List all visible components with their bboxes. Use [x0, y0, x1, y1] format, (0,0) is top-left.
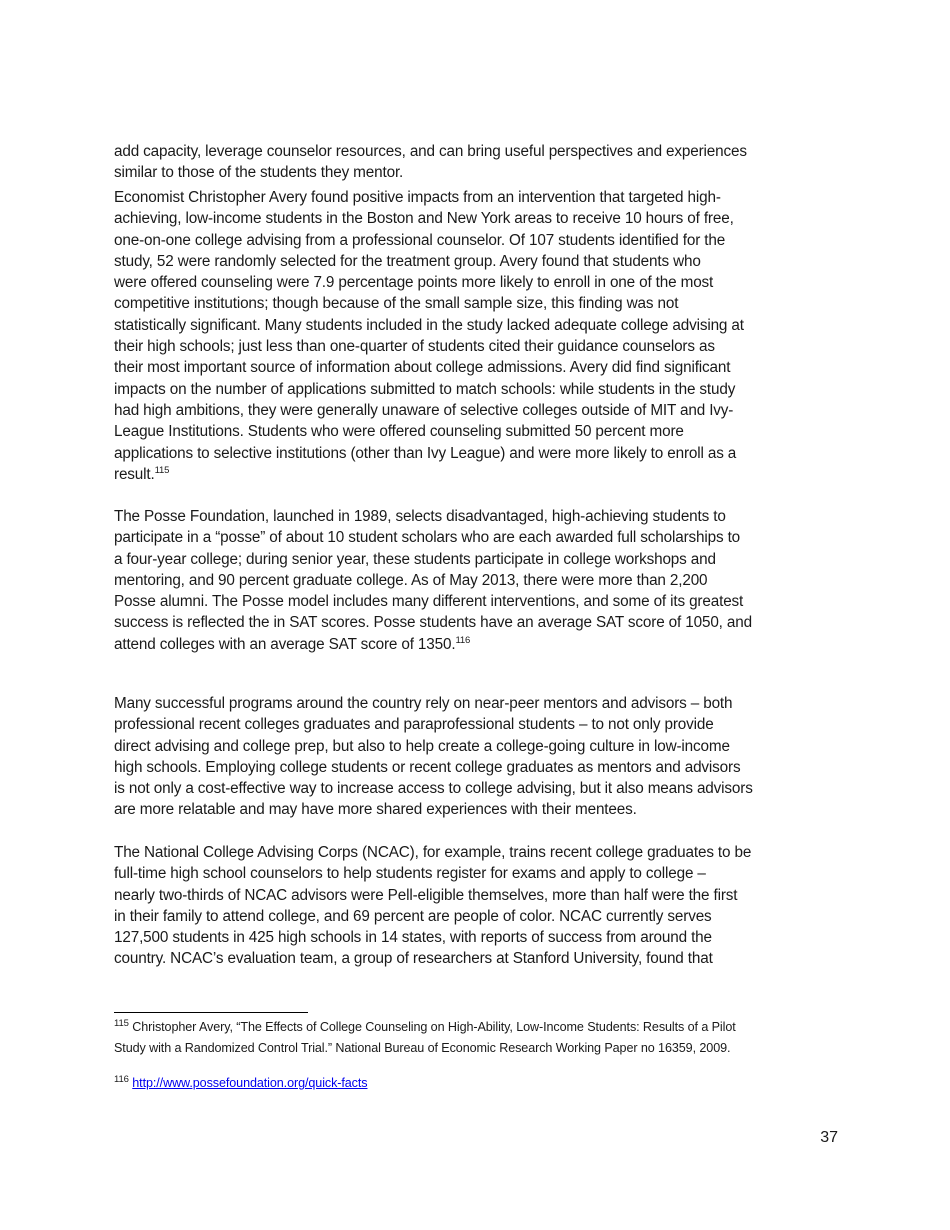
footnote-reference: 115: [154, 464, 170, 476]
footnote-text-line: Study with a Randomized Control Trial.” National Bureau of Economic Research Working Paper no 16359, 2009.: [114, 1041, 731, 1055]
paragraph-line: [114, 549, 752, 570]
line-text: Many successful programs around the country rely on near-peer mentors and advisors – both: [114, 695, 733, 712]
line-text: success is reflected the in SAT scores. Posse students have an average SAT score of 1050, and: [114, 614, 752, 632]
paragraph-line: [114, 357, 744, 378]
paragraph-line: [114, 612, 752, 633]
footnote-116: [114, 1073, 367, 1094]
line-text: participate in a “posse” of about 10 student scholars who are each awarded full scholarships to: [114, 529, 741, 547]
footnote-link[interactable]: http://www.possefoundation.org/quick-facts: [132, 1076, 368, 1090]
paragraph-line: [114, 272, 744, 293]
paragraph-line: [114, 230, 744, 251]
paragraph-line: [114, 906, 751, 927]
paragraph-line: [114, 778, 753, 799]
line-text: Posse alumni. The Posse model includes many different interventions, and some of its greatest: [114, 593, 744, 611]
line-text: a four-year college; during senior year, these students participate in college workshops and: [114, 550, 716, 568]
paragraph-line: [114, 885, 751, 906]
paragraph-line: [114, 315, 744, 336]
paragraph-line: [114, 570, 752, 591]
line-text: full-time high school counselors to help students register for exams and apply to college –: [114, 865, 706, 883]
paragraph-line: [114, 421, 744, 442]
line-text: 127,500 students in 425 high schools in 14 states, with reports of success from around the: [114, 929, 712, 947]
line-text: direct advising and college prep, but also to help create a college-going culture in low-income: [114, 737, 730, 755]
line-text: The National College Advising Corps (NCAC), for example, trains recent college graduates to be: [114, 844, 752, 861]
paragraph-line: [114, 336, 744, 357]
footnote-reference: 116: [455, 634, 471, 646]
paragraph-line: [114, 736, 753, 757]
line-text: competitive institutions; though because of the small sample size, this finding was not: [114, 295, 679, 313]
line-text: applications to selective institutions (other than Ivy League) and were more likely to enroll as a: [114, 444, 737, 462]
paragraph-line: [114, 443, 744, 464]
paragraph-line: [114, 863, 751, 884]
line-text: statistically significant. Many students included in the study lacked adequate college advising at: [114, 316, 744, 334]
line-text: League Institutions. Students who were offered counseling submitted 50 percent more: [114, 423, 684, 441]
line-text: similar to those of the students they mentor.: [114, 164, 404, 182]
footnote-115: [114, 1017, 736, 1059]
footnote-number: 116: [114, 1073, 129, 1085]
footnote-separator: [114, 1012, 308, 1013]
line-text: result.: [114, 465, 155, 483]
paragraph-line: [114, 293, 744, 314]
line-text: The Posse Foundation, launched in 1989, selects disadvantaged, high-achieving students to: [114, 508, 726, 525]
paragraph-line: [114, 464, 744, 485]
line-text: mentoring, and 90 percent graduate college. As of May 2013, there were more than 2,200: [114, 571, 708, 589]
paragraph-line: [114, 591, 752, 612]
line-text: impacts on the number of applications submitted to match schools: while students in the study: [114, 380, 736, 398]
line-text: were offered counseling were 7.9 percentage points more likely to enroll in one of the most: [114, 274, 714, 292]
footnote-number: 115: [114, 1017, 129, 1029]
footnote-text-line: Christopher Avery, “The Effects of College Counseling on High-Ability, Low-Income Students: Results of a Pilot: [132, 1020, 736, 1034]
paragraph-line: [114, 842, 751, 863]
line-text: their most important source of information about college admissions. Avery did find significant: [114, 359, 731, 377]
line-text: nearly two-thirds of NCAC advisors were Pell-eligible themselves, more than half were the first: [114, 886, 738, 904]
paragraph-line: [114, 693, 753, 714]
paragraph-line: [114, 251, 744, 272]
paragraph-line: [114, 757, 753, 778]
line-text: is not only a cost-effective way to increase access to college advising, but it also means advisors: [114, 780, 753, 798]
paragraph-line: [114, 208, 744, 229]
line-text: country. NCAC’s evaluation team, a group of researchers at Stanford University, found that: [114, 950, 713, 968]
line-text: study, 52 were randomly selected for the treatment group. Avery found that students who: [114, 252, 701, 270]
line-text: had high ambitions, they were generally unaware of selective colleges outside of MIT and Ivy-: [114, 401, 734, 419]
paragraph-line: [114, 927, 751, 948]
line-text: in their family to attend college, and 69 percent are people of color. NCAC currently serves: [114, 907, 712, 925]
paragraph-line: [114, 162, 747, 183]
paragraph: [114, 141, 747, 184]
page-number: 37: [820, 1129, 838, 1146]
paragraph-line: [114, 400, 744, 421]
paragraph-line: [114, 714, 753, 735]
line-text: professional recent colleges graduates and paraprofessional students – to not only provide: [114, 716, 714, 734]
paragraph-line: [114, 799, 753, 820]
paragraph-line: [114, 634, 752, 655]
paragraph-line: [114, 948, 751, 969]
paragraph-line: [114, 527, 752, 548]
paragraph: [114, 187, 744, 485]
paragraph: [114, 842, 751, 970]
line-text: attend colleges with an average SAT score of 1350.: [114, 635, 456, 653]
paragraph: [114, 506, 752, 655]
paragraph: [114, 693, 753, 821]
paragraph-line: [114, 187, 744, 208]
line-text: achieving, low-income students in the Boston and New York areas to receive 10 hours of free,: [114, 210, 734, 228]
paragraph-line: [114, 379, 744, 400]
line-text: their high schools; just less than one-quarter of students cited their guidance counselors as: [114, 338, 715, 356]
paragraph-line: [114, 506, 752, 527]
line-text: Economist Christopher Avery found positive impacts from an intervention that targeted high-: [114, 189, 721, 206]
line-text: one-on-one college advising from a professional counselor. Of 107 students identified for the: [114, 231, 726, 249]
line-text: are more relatable and may have more shared experiences with their mentees.: [114, 801, 637, 819]
line-text: add capacity, leverage counselor resources, and can bring useful perspectives and experiences: [114, 143, 747, 160]
paragraph-line: [114, 141, 747, 162]
line-text: high schools. Employing college students or recent college graduates as mentors and advisors: [114, 758, 741, 776]
